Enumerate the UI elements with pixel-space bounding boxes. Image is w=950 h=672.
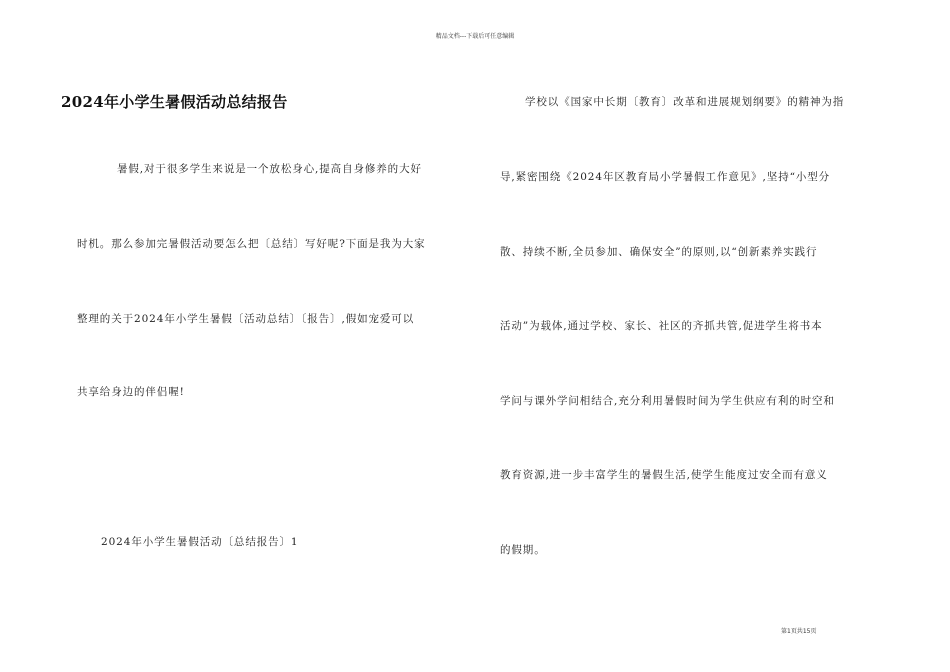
intro-line: 暑假,对于很多学生来说是一个放松身心,提高自身修养的大好 (117, 163, 422, 175)
body-line: 学问与课外学问相结合,充分利用暑假时间为学生供应有利的时空和 (500, 395, 835, 407)
intro-line: 共享给身边的伴侣喔! (77, 386, 185, 398)
body-line: 学校以《国家中长期〔教育〕改革和进展规划纲要》的精神为指 (525, 96, 845, 108)
page-number: 第1页共15页 (781, 628, 817, 635)
body-line: 教育资源,进一步丰富学生的暑假生活,使学生能度过安全而有意义 (500, 469, 828, 481)
intro-line: 时机。那么参加完暑假活动要怎么把〔总结〕写好呢?下面是我为大家 (77, 238, 426, 250)
body-line: 的假期。 (500, 544, 546, 556)
document-title: 2024年小学生暑假活动总结报告 (61, 93, 288, 111)
section-subheading: 2024年小学生暑假活动〔总结报告〕1 (101, 536, 299, 548)
body-line: 导,紧密围绕《2024年区教育局小学暑假工作意见》,坚持“小型分 (500, 171, 831, 183)
page-header: 精品文档---下载后可任意编辑 (435, 33, 515, 40)
body-line: 活动”为载体,通过学校、家长、社区的齐抓共管,促进学生将书本 (500, 320, 823, 332)
body-line: 散、持续不断,全员参加、确保安全”的原则,以“创新素养实践行 (500, 246, 818, 258)
intro-line: 整理的关于2024年小学生暑假〔活动总结〕〔报告〕,假如宠爱可以 (77, 313, 415, 325)
